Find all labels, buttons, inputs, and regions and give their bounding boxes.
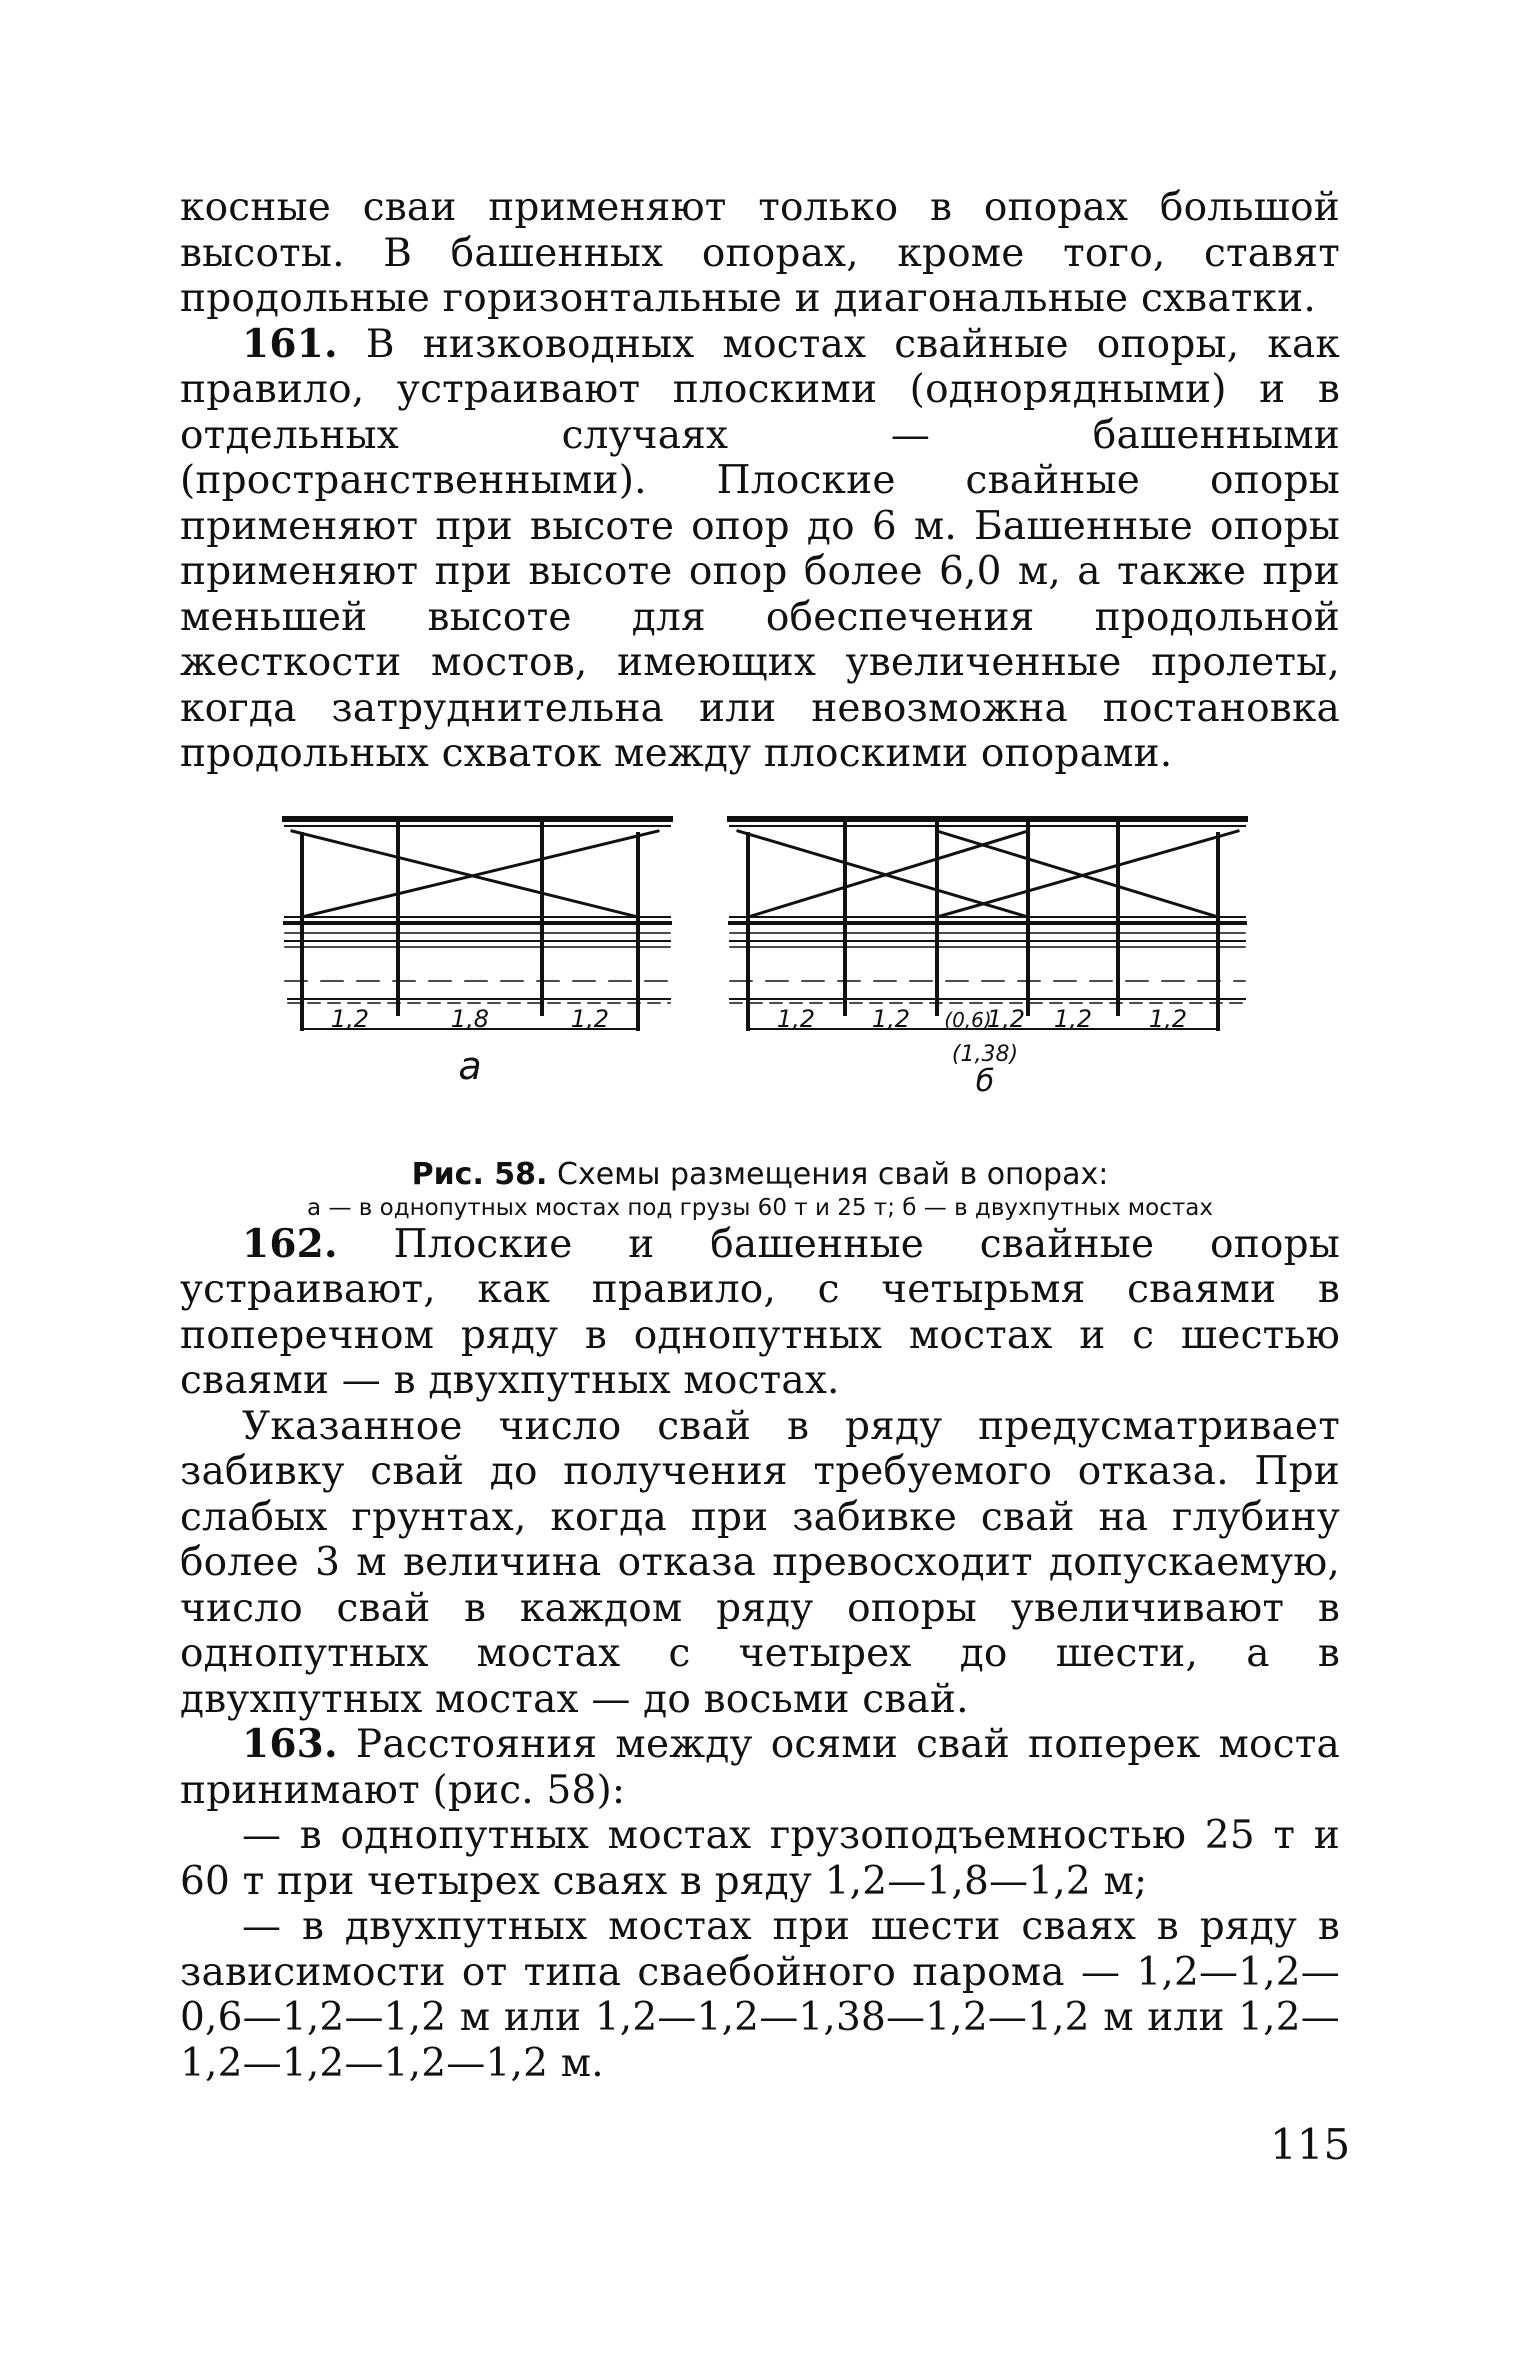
caption-title: Схемы размещения свай в опорах: xyxy=(557,1156,1109,1192)
section-163 xyxy=(180,1722,1340,1813)
page-content xyxy=(180,185,1340,2086)
section-number: 163. xyxy=(242,1721,338,1767)
caption-label: Рис. 58. xyxy=(411,1156,548,1192)
list-item-single-track: — в однопутных мостах грузоподъемностью 25 т и 60 т при четырех сваях в ряду 1,2—1,8—1,2 м; xyxy=(180,1813,1340,1904)
dim-b-6: 1,2 xyxy=(1148,1004,1188,1033)
list-item-double-track: — в двухпутных мостах при шести сваях в ряду в зависимости от типа сваебойного парома — 1,2—1,2—0,6—1,2—1,2 м или 1,2—1,2—1,38—1,2—1,2 м или 1,2—1,2—1,2—1,2—1,2 м. xyxy=(180,1904,1340,2086)
section-number: 161. xyxy=(242,320,338,367)
dim-b-5: 1,2 xyxy=(1053,1004,1093,1033)
section-number: 162. xyxy=(242,1220,338,1267)
figure-label-b: б xyxy=(975,1063,995,1099)
dim-a-2: 1,8 xyxy=(450,1004,490,1033)
dim-b-alt: (1,38) xyxy=(951,1041,1019,1067)
paragraph-continued: косные сваи применяют только в опорах большой высоты. В башенных опорах, кроме того, ставят продольные горизонтальные и диагональные схватки. xyxy=(180,185,1340,321)
dim-a-1: 1,2 xyxy=(330,1004,370,1033)
dim-b-3: (0,6) xyxy=(944,1007,992,1032)
paragraph-pile-count: Указанное число свай в ряду предусматривает забивку свай до получения требуемого отказа. При слабых грунтах, когда при забивке свай на глубину более 3 м величина отказа превосходит допускаемую, число свай в каждом ряду опоры увеличивают в однопутных мостах с четырех до шести, а в двухпутных мостах — до восьми свай. xyxy=(180,1403,1340,1722)
section-text: В низководных мостах свайные опоры, как правило, устраивают плоскими (однорядными) и в отдельных случаях — башенными (пространственными). Плоские свайные опоры применяют при высоте опор до 6 м. Башенные опоры применяют при высоте опор более 6,0 м, а также при меньшей высоте для обеспечения продольной жесткости мостов, имеющих увеличенные пролеты, когда затруднительна или невозможна постановка продольных схваток между плоскими опорами. xyxy=(180,321,1340,776)
diagram-a xyxy=(285,819,670,1029)
figure-caption xyxy=(180,1156,1340,1222)
dim-a-3: 1,2 xyxy=(570,1004,610,1033)
section-162 xyxy=(180,1222,1340,1404)
figure-label-a: а xyxy=(458,1043,482,1088)
dim-b-1: 1,2 xyxy=(776,1004,816,1033)
page-number: 115 xyxy=(1270,2120,1351,2169)
diagram-b xyxy=(730,819,1245,1029)
dim-b-4: 1,2 xyxy=(986,1004,1026,1033)
dim-b-2: 1,2 xyxy=(871,1004,911,1033)
caption-description: а — в однопутных мостах под грузы 60 т и 25 т; б — в двухпутных мостах xyxy=(307,1194,1213,1221)
section-text: Плоские и башенные свайные опоры устраивают, как правило, с четырьмя сваями в поперечном ряду в однопутных мостах и с шестью сваями — в двухпутных мостах. xyxy=(180,1221,1340,1403)
pile-layout-diagram xyxy=(180,809,1340,1144)
figure-58 xyxy=(180,809,1340,1144)
section-text: Расстояния между осями свай поперек моста принимают (рис. 58): xyxy=(180,1722,1340,1813)
section-161 xyxy=(180,322,1340,777)
